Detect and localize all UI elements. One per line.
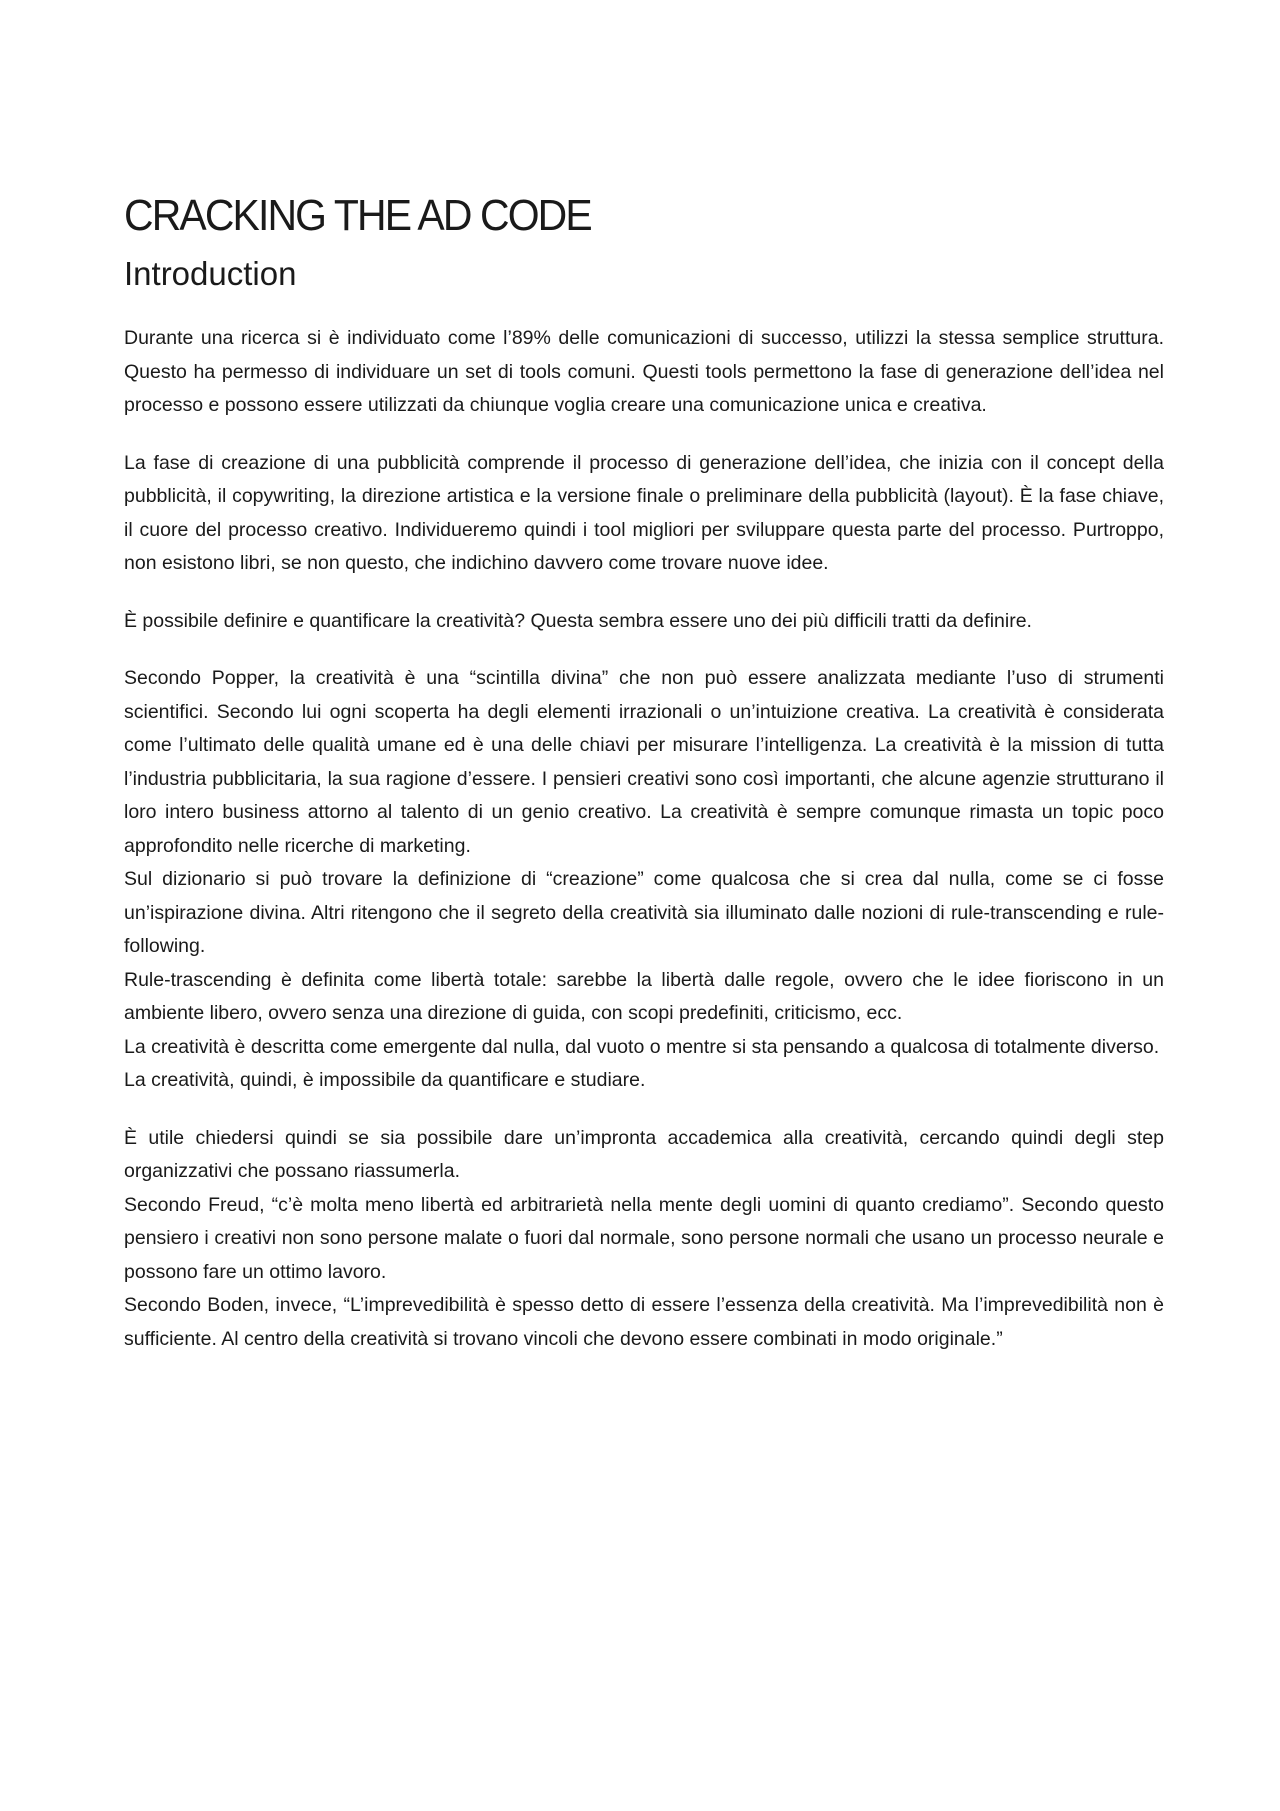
paragraph: Sul dizionario si può trovare la definizione di “creazione” come qualcosa che si crea dal nulla, come se ci fosse un’ispirazione divina. Altri ritengono che il segreto della creatività sia illuminato dalle nozioni di rule-transcending e rule-following.	[124, 868, 1164, 957]
paragraph: Secondo Boden, invece, “L’imprevedibilità è spesso detto di essere l’essenza della creatività. Ma l’imprevedibilità non è sufficiente. Al centro della creatività si trovano vincoli che devono essere combinati in modo originale.”	[124, 1294, 1164, 1350]
paragraph: Rule-trascending è definita come libertà totale: sarebbe la libertà dalle regole, ovvero che le idee fioriscono in un ambiente libero, ovvero senza una direzione di guida, con scopi predefiniti, criticismo, ecc.	[124, 968, 1164, 1024]
document-title: CRACKING THE AD CODE	[124, 191, 591, 240]
text-block-2	[124, 447, 1164, 581]
text-block-3	[124, 605, 1164, 639]
paragraph: Secondo Popper, la creatività è una “scintilla divina” che non può essere analizzata mediante l’uso di strumenti scientifici. Secondo lui ogni scoperta ha degli elementi irrazionali o un’intuizione creativa. La creatività è considerata come l’ultimato delle qualità umane ed è una delle chiavi per misurare l’intelligenza. La creatività è la mission di tutta l’industria pubblicitaria, la sua ragione d’essere. I pensieri creativi sono così importanti, che alcune agenzie strutturano il loro intero business attorno al talento di un genio creativo. La creatività è sempre comunque rimasta un topic poco approfondito nelle ricerche di marketing.	[124, 667, 1164, 857]
paragraph: È possibile definire e quantificare la creatività? Questa sembra essere uno dei più difficili tratti da definire.	[124, 609, 1032, 632]
text-block-4	[124, 662, 1164, 1098]
paragraph: Durante una ricerca si è individuato come l’89% delle comunicazioni di successo, utilizzi la stessa semplice struttura. Questo ha permesso di individuare un set di tools comuni. Questi tools permettono la fase di generazione dell’idea nel processo e possono essere utilizzati da chiunque voglia creare una comunicazione unica e creativa.	[124, 327, 1164, 416]
paragraph: Secondo Freud, “c’è molta meno libertà ed arbitrarietà nella mente degli uomini di quanto crediamo”. Secondo questo pensiero i creativi non sono persone malate o fuori dal normale, sono persone normali che usano un processo neurale e possono fare un ottimo lavoro.	[124, 1193, 1164, 1283]
text-block-1	[124, 322, 1164, 423]
paragraph: La creatività è descritta come emergente dal nulla, dal vuoto o mentre si sta pensando a qualcosa di totalmente diverso.	[124, 1035, 1160, 1058]
text-block-5	[124, 1122, 1164, 1357]
section-heading: Introduction	[124, 255, 297, 292]
paragraph: La creatività, quindi, è impossibile da quantificare e studiare.	[124, 1069, 646, 1091]
paragraph: È utile chiedersi quindi se sia possibile dare un’impronta accademica alla creatività, cercando quindi degli step organizzativi che possano riassumerla.	[124, 1126, 1164, 1182]
document-page	[124, 188, 1164, 1380]
paragraph: La fase di creazione di una pubblicità comprende il processo di generazione dell’idea, che inizia con il concept della pubblicità, il copywriting, la direzione artistica e la versione finale o preliminare della pubblicità (layout). È la fase chiave, il cuore del processo creativo. Individueremo quindi i tool migliori per sviluppare questa parte del processo. Purtroppo, non esistono libri, se non questo, che indichino davvero come trovare nuove idee.	[124, 451, 1164, 574]
